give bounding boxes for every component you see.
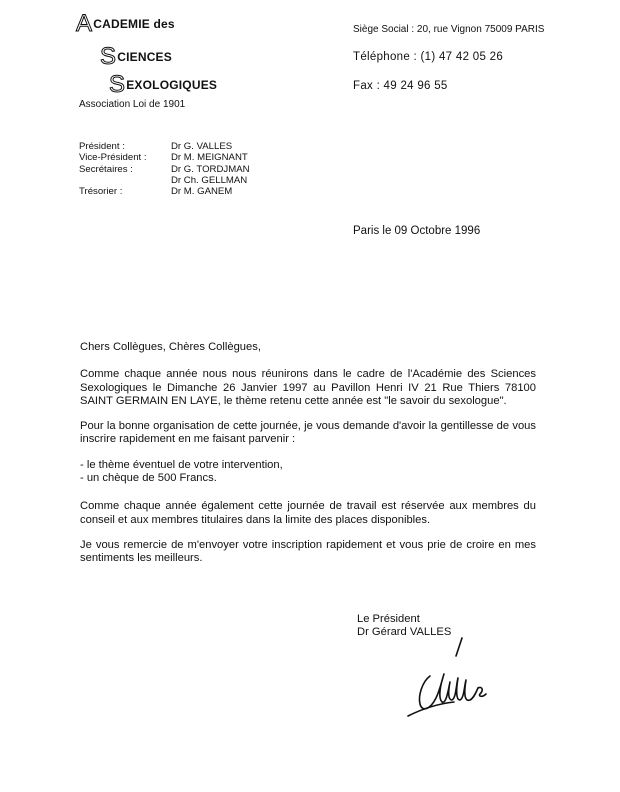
association-status: Association Loi de 1901 — [79, 99, 186, 110]
handwritten-signature-icon — [400, 630, 500, 720]
logo-initial-s2: S — [109, 71, 126, 98]
paragraph-registration: Pour la bonne organisation de cette journée, je vous demande d'avoir la gentillesse de vous inscrire rapidement en me faisant parvenir : — [80, 420, 536, 446]
letter-body — [80, 341, 536, 578]
org-name-text-1: CADEMIE des — [93, 17, 175, 31]
head-office-address: Siège Social : 20, rue Vignon 75009 PARIS — [353, 24, 545, 35]
paragraph-invitation: Comme chaque année nous nous réunirons dans le cadre de l'Académie des Sciences Sexologiques le Dimanche 26 Janvier 1997 au Pavillon Henri IV 21 Rue Thiers 78100 SAINT GERMAIN EN LAYE, le thème retenu cette année est "le savoir du sexologue". — [80, 368, 536, 407]
board-row: Secrétaires : Dr G. TORDJMAN — [79, 163, 250, 175]
logo-initial-s1: S — [100, 43, 117, 70]
board-row: Trésorier : Dr M. GANEM — [79, 186, 233, 198]
board-row: Président : Dr G. VALLES — [79, 141, 233, 152]
board-members — [79, 141, 250, 197]
letter-date: Paris le 09 Octobre 1996 — [353, 225, 481, 237]
logo-initial-a: A — [76, 10, 93, 37]
signatory-title: Le Président — [357, 613, 420, 625]
org-name-line-3 — [109, 71, 218, 98]
org-name-text-2: CIENCES — [117, 50, 172, 64]
fax-number: Fax : 49 24 96 55 — [353, 80, 448, 92]
board-row: Vice-Président : Dr M. MEIGNANT — [79, 152, 248, 164]
board-row: Dr Ch. GELLMAN — [171, 174, 248, 186]
signatory-name: Dr Gérard VALLES — [357, 626, 452, 639]
paragraph-eligibility: Comme chaque année également cette journée de travail est réservée aux membres du conseil et aux membres titulaires dans la limite des places disponibles. — [80, 500, 536, 526]
list-item: - un chèque de 500 Francs. — [80, 472, 217, 485]
paragraph-closing: Je vous remercie de m'envoyer votre inscription rapidement et vous prie de croire en mes sentiments les meilleurs. — [80, 538, 536, 565]
org-name-text-3: EXOLOGIQUES — [126, 78, 218, 92]
org-name-line-2 — [100, 43, 172, 70]
telephone-number: Téléphone : (1) 47 42 05 26 — [353, 51, 504, 63]
list-item: - le thème éventuel de votre intervention, — [80, 458, 283, 471]
org-name-line-1 — [76, 10, 175, 37]
salutation: Chers Collègues, Chères Collègues, — [80, 341, 261, 353]
